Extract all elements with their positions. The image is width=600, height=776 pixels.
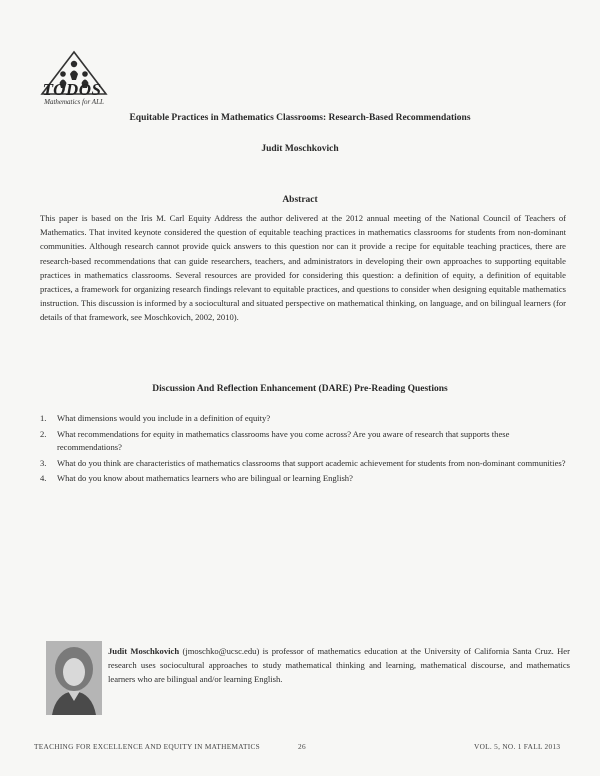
list-item xyxy=(40,412,570,425)
dare-question-list xyxy=(40,412,570,488)
abstract-body: This paper is based on the Iris M. Carl Equity Address the author delivered at the 2012 annual meeting of the National Council of Teachers of Mathematics. That invited keynote considered the question of equitable teaching practices in mathematics classrooms for students from non-dominant communities. Although research cannot provide quick answers to this question nor can it provide a recipe for equitable teaching practices, there are research-based recommendations that can guide researchers, teachers, and administrators in developing their own approaches to supporting equitable practices in mathematics classrooms. Several resources are provided for considering this question: a definition of equity, a definition of equitable practices, a framework for organizing research findings relevant to equitable practices, and questions to consider when designing equitable mathematics instruction. This discussion is informed by a sociocultural and situated perspective on mathematical thinking, on language, and on bilingual learners (for details of that framework, see Moschkovich, 2002, 2010). xyxy=(40,213,566,323)
article-title: Equitable Practices in Mathematics Classrooms: Research-Based Recommendations xyxy=(129,113,471,123)
abstract-heading: Abstract xyxy=(282,195,318,205)
list-item xyxy=(40,472,570,485)
dare-heading: Discussion And Reflection Enhancement (DARE) Pre-Reading Questions xyxy=(152,384,448,394)
author-photo xyxy=(46,641,102,715)
author-portrait-icon xyxy=(46,641,102,715)
logo-tagline: Mathematics for ALL xyxy=(44,98,104,106)
todos-logo xyxy=(34,50,114,110)
question-number: 3. xyxy=(40,457,47,468)
author-bio xyxy=(108,644,570,686)
list-item xyxy=(40,428,570,454)
footer-page-number: 26 xyxy=(298,742,306,751)
article-author: Judit Moschkovich xyxy=(261,144,339,154)
question-number: 1. xyxy=(40,413,47,423)
question-text: What recommendations for equity in mathematics classrooms have you come across? Are you aware of research that supports these recommendations? xyxy=(57,428,510,452)
list-item xyxy=(40,457,570,470)
bio-text: (jmoschko@ucsc.edu) is professor of mathematics education at the University of California Santa Cruz. Her research uses sociocultural approaches to study mathematical thinking and learning, mathematical discourse, and mathematics learners who are bilingual and/or learning English. xyxy=(108,646,570,684)
question-text: What do you know about mathematics learners who are bilingual or learning English? xyxy=(57,473,353,484)
question-text: What dimensions would you include in a definition of equity? xyxy=(57,413,271,423)
footer-issue: VOL. 5, NO. 1 FALL 2013 xyxy=(474,742,561,751)
question-number: 2. xyxy=(40,428,47,439)
footer-journal-title: TEACHING FOR EXCELLENCE AND EQUITY IN MATHEMATICS xyxy=(34,742,261,751)
question-number: 4. xyxy=(40,473,47,484)
logo-wordmark: TODOS xyxy=(42,80,102,99)
bio-author-name: Judit Moschkovich xyxy=(108,646,180,656)
question-text: What do you think are characteristics of mathematics classrooms that support academic achievement for students from non-dominant communities? xyxy=(57,457,566,468)
